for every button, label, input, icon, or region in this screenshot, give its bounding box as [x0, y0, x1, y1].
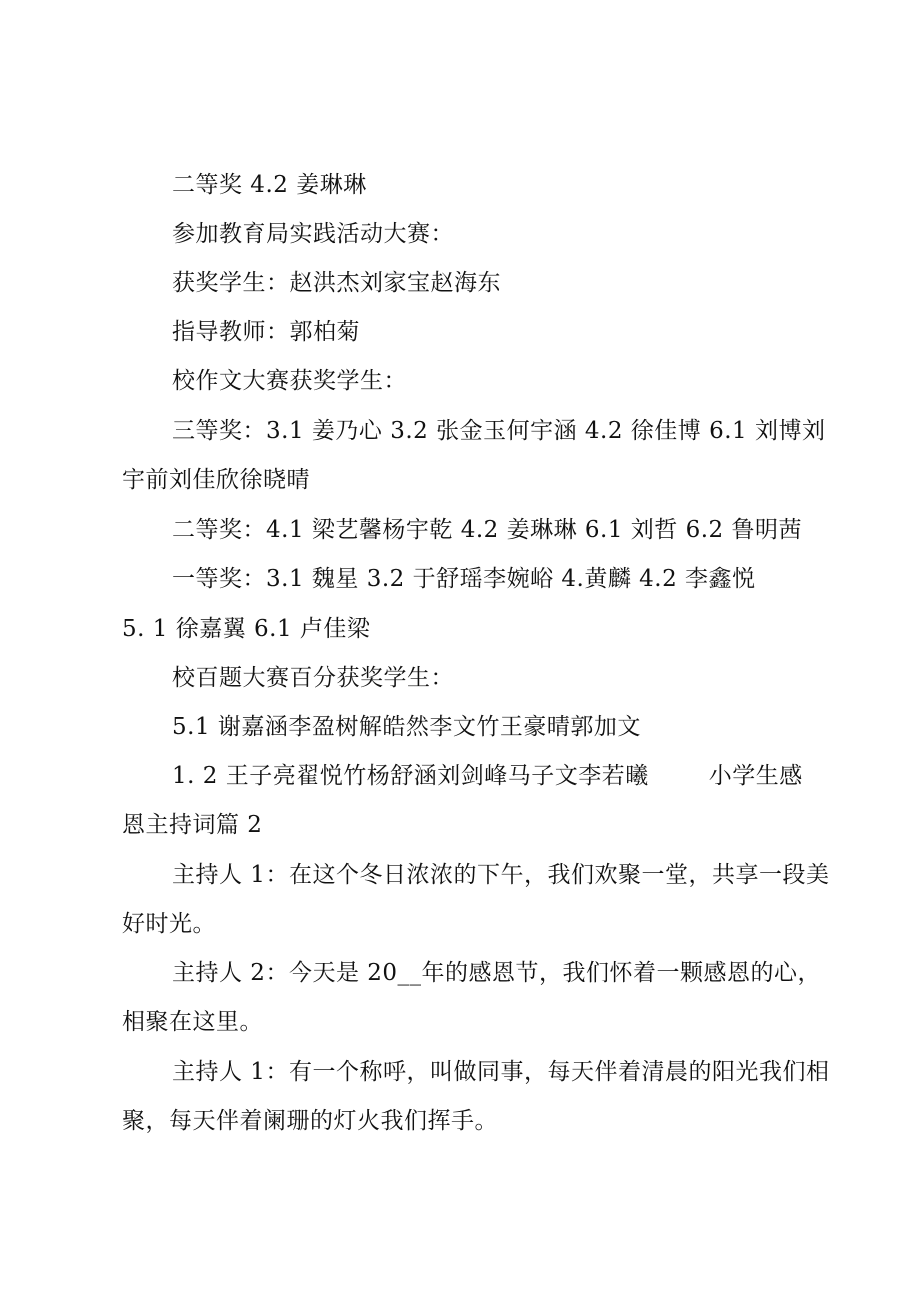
third-prize-line: 三等奖：3.1 姜乃心 3.2 张金玉何宇涵 4.2 徐佳博 6.1 刘博刘 — [172, 418, 826, 444]
host2-line: 主持人 2：今天是 20__年的感恩节，我们怀着一颗感恩的心， — [172, 960, 822, 986]
section-title-start: 小学生感 — [708, 763, 803, 789]
first-prize-continuation: 5. 1 徐嘉翼 6.1 卢佳梁 — [122, 616, 371, 642]
practice-contest-heading: 参加教育局实践活动大赛： — [172, 221, 454, 247]
essay-contest-heading: 校作文大赛获奖学生： — [172, 368, 407, 394]
host2-line-continuation: 相聚在这里。 — [122, 1009, 263, 1035]
instructor-line: 指导教师：郭柏菊 — [172, 319, 360, 345]
quiz-winners-line-2 — [172, 761, 872, 791]
third-prize-continuation: 宇前刘佳欣徐晓晴 — [122, 467, 310, 493]
winning-students-line: 获奖学生：赵洪杰刘家宝赵海东 — [172, 270, 501, 296]
award-line-second-prize: 二等奖 4.2 姜琳琳 — [172, 172, 367, 198]
first-prize-line: 一等奖：3.1 魏星 3.2 于舒瑶李婉峪 4.黄麟 4.2 李鑫悦 — [172, 566, 756, 592]
host1-line-1: 主持人 1：在这个冬日浓浓的下午，我们欢聚一堂，共享一段美 — [172, 862, 830, 888]
host1-line-2-continuation: 聚，每天伴着阑珊的灯火我们挥手。 — [122, 1108, 498, 1134]
host1-line-1-continuation: 好时光。 — [122, 911, 216, 937]
section-title-end: 恩主持词篇 2 — [122, 812, 263, 838]
quiz-winners-text: 1. 2 王子亮翟悦竹杨舒涵刘剑峰马子文李若曦 — [172, 763, 649, 789]
quiz-contest-heading: 校百题大赛百分获奖学生： — [172, 665, 454, 691]
second-prize-line: 二等奖：4.1 梁艺馨杨宇乾 4.2 姜琳琳 6.1 刘哲 6.2 鲁明茜 — [172, 517, 802, 543]
host1-line-2: 主持人 1：有一个称呼，叫做同事，每天伴着清晨的阳光我们相 — [172, 1059, 830, 1085]
quiz-winners-line-1: 5.1 谢嘉涵李盈树解皓然李文竹王豪晴郭加文 — [172, 714, 641, 740]
